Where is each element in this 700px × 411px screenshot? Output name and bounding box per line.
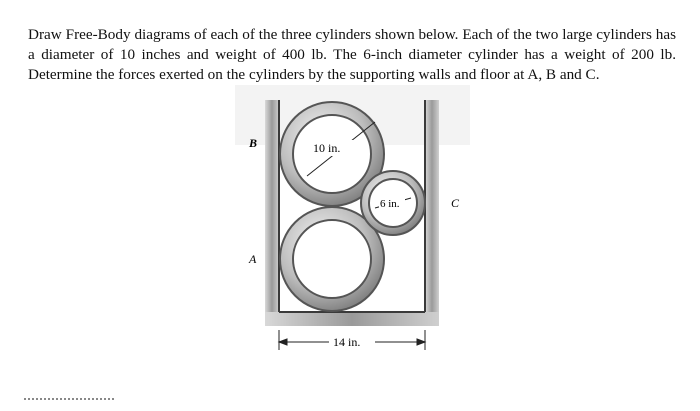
dim-large-label: 10 in.	[313, 141, 341, 155]
dim-small-label: 6 in.	[380, 198, 400, 210]
dim-width-label: 14 in.	[333, 335, 361, 349]
clipped-text-fragment	[24, 398, 114, 408]
point-c-label: C	[451, 196, 460, 210]
problem-statement: Draw Free-Body diagrams of each of the three cylinders shown below. Each of the two large cylinders has a diameter of 10 inches and weight of 400 lb. The 6-inch diameter cylinder has a weight of 200 lb. Determine the forces exerted on the cylinders by the supporting walls and floor at A, B and C.	[28, 26, 676, 84]
point-a-label: A	[249, 252, 257, 266]
floor	[265, 312, 439, 326]
point-b-label: B	[249, 136, 258, 150]
left-wall	[265, 100, 279, 325]
right-wall	[425, 100, 439, 325]
cylinders-figure	[225, 80, 475, 380]
